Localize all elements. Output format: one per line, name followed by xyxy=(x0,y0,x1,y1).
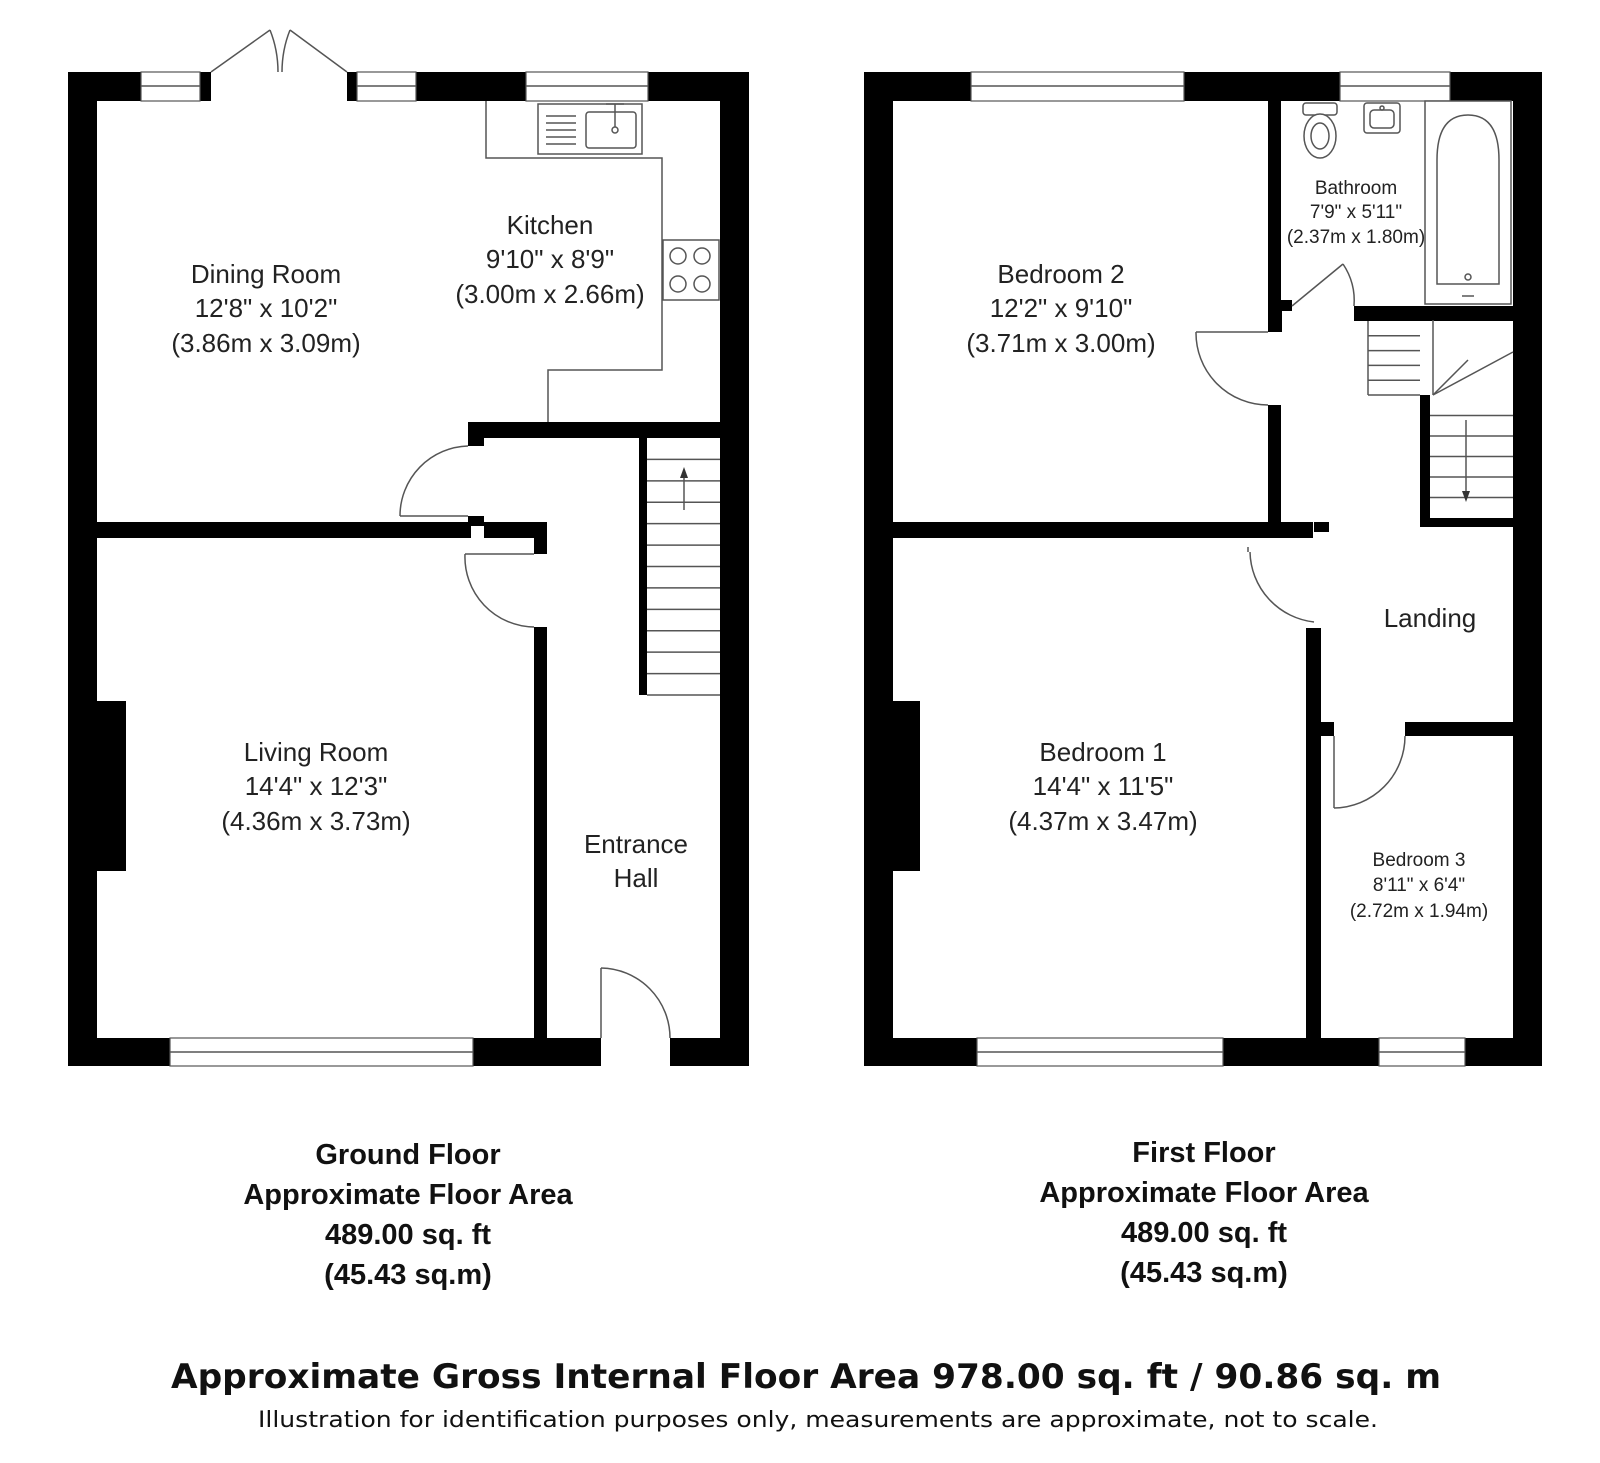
room-name: Kitchen xyxy=(506,210,594,240)
first-floor-staircase xyxy=(1368,320,1513,502)
room-size-metric: (3.86m x 3.09m) xyxy=(171,328,361,358)
room-size-imperial: 9'10" x 8'9" xyxy=(485,244,615,274)
room-size-metric: (4.36m x 3.73m) xyxy=(221,806,411,836)
room-dining-room xyxy=(171,259,360,358)
room-bedroom-3 xyxy=(1350,850,1488,922)
room-name: Bathroom xyxy=(1314,178,1398,199)
caption-area-imperial: 489.00 sq. ft xyxy=(324,1219,492,1251)
caption-subtitle: Approximate Floor Area xyxy=(1039,1177,1369,1209)
toilet-icon xyxy=(1303,103,1337,158)
room-name: Dining Room xyxy=(190,259,342,289)
disclaimer-text: Illustration for identification purposes only, measurements are approximate, not to scale. xyxy=(258,1408,1378,1433)
room-size-imperial: 8'11" x 6'4" xyxy=(1372,875,1466,896)
french-doors xyxy=(211,30,347,72)
kitchen-sink-icon xyxy=(538,104,642,154)
room-size-metric: (2.72m x 1.94m) xyxy=(1349,901,1489,922)
ground-floor-staircase xyxy=(639,438,720,695)
caption-area-metric: (45.43 sq.m) xyxy=(324,1259,492,1291)
kitchen-hob-icon xyxy=(663,240,719,300)
room-bathroom xyxy=(1287,178,1425,248)
room-size-imperial: 7'9" x 5'11" xyxy=(1309,202,1403,223)
ground-floor-internal-walls xyxy=(97,422,720,1038)
gross-internal-area: Approximate Gross Internal Floor Area 978.00 sq. ft / 90.86 sq. m xyxy=(171,1357,1441,1397)
first-floor-caption xyxy=(1039,1137,1369,1289)
room-size-metric: (3.71m x 3.00m) xyxy=(966,328,1156,358)
room-name: Bedroom 1 xyxy=(1039,737,1167,767)
caption-area-imperial: 489.00 sq. ft xyxy=(1120,1217,1288,1249)
room-living-room xyxy=(221,737,410,836)
room-name: Landing xyxy=(1383,603,1477,633)
room-size-imperial: 14'4" x 12'3" xyxy=(244,771,388,801)
room-name-line2: Hall xyxy=(613,863,659,893)
room-bedroom-1 xyxy=(1008,737,1197,836)
room-size-imperial: 12'2" x 9'10" xyxy=(989,293,1133,323)
room-entrance-hall xyxy=(584,829,688,893)
room-size-imperial: 14'4" x 11'5" xyxy=(1032,771,1174,801)
bath-icon xyxy=(1425,101,1511,304)
caption-title: Ground Floor xyxy=(315,1139,501,1171)
ground-floor-caption xyxy=(243,1139,573,1291)
room-size-imperial: 12'8" x 10'2" xyxy=(194,293,338,323)
room-bedroom-2 xyxy=(966,259,1155,358)
room-kitchen xyxy=(455,210,644,309)
room-name: Living Room xyxy=(243,737,389,767)
room-landing xyxy=(1384,603,1477,633)
caption-title: First Floor xyxy=(1132,1137,1276,1169)
basin-icon xyxy=(1364,103,1400,133)
room-size-metric: (3.00m x 2.66m) xyxy=(455,279,645,309)
room-name: Bedroom 2 xyxy=(997,259,1125,289)
room-name-line1: Entrance xyxy=(583,829,689,859)
caption-area-metric: (45.43 sq.m) xyxy=(1120,1257,1288,1289)
room-name: Bedroom 3 xyxy=(1372,850,1466,871)
ground-floor-plan xyxy=(68,30,749,1066)
room-size-metric: (4.37m x 3.47m) xyxy=(1008,806,1198,836)
caption-subtitle: Approximate Floor Area xyxy=(243,1179,573,1211)
room-size-metric: (2.37m x 1.80m) xyxy=(1286,227,1426,248)
